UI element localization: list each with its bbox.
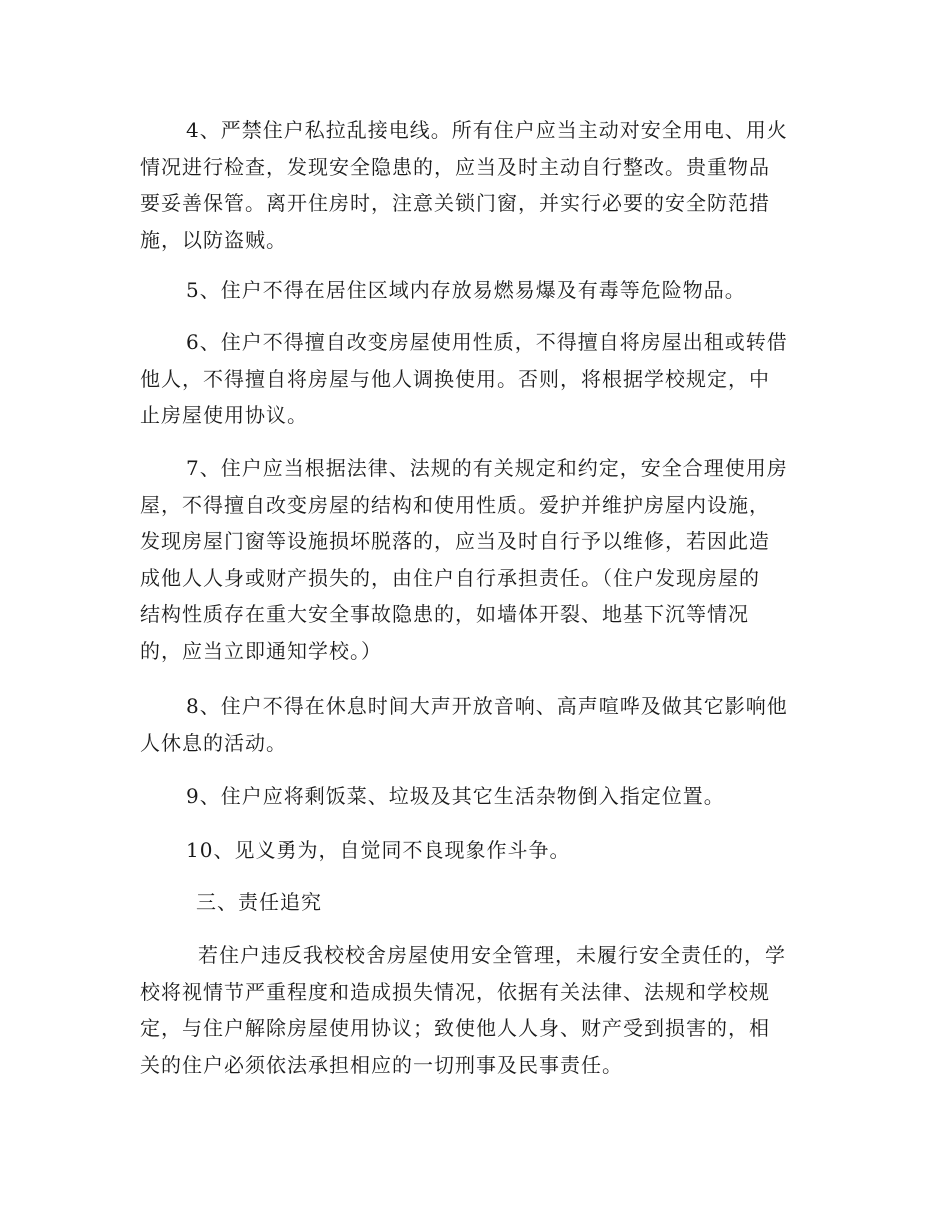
- text-line: 9、住户应将剩饭菜、垃圾及其它生活杂物倒入指定位置。: [186, 784, 725, 808]
- text-line: 的，应当立即通知学校。）: [140, 638, 382, 663]
- text-line: 施，以防盗贼。: [140, 227, 287, 252]
- text-line: 要妥善保管。离开住房时，注意关锁门窗，并实行必要的安全防范措: [140, 191, 770, 215]
- text-line: 人休息的活动。: [140, 730, 287, 755]
- text-line: 发现房屋门窗等设施损坏脱落的，应当及时自行予以维修，若因此造: [140, 529, 770, 553]
- text-line: 他人，不得擅自将房屋与他人调换使用。否则，将根据学校规定，中: [140, 366, 770, 391]
- text-line: 10、见义勇为，自觉同不良现象作斗争。: [186, 838, 571, 862]
- text-line: 关的住户必须依法承担相应的一切刑事及民事责任。: [140, 1052, 623, 1077]
- text-line: 8、住户不得在休息时间大声开放音响、高声喧哗及做其它影响他: [186, 694, 788, 718]
- rule-item-7: [140, 450, 805, 669]
- text-line: 屋，不得擅自改变房屋的结构和使用性质。爱护并维护房屋内设施，: [140, 492, 770, 517]
- section-heading: 三、责任追究: [196, 890, 322, 914]
- text-line: 若住户违反我校校舍房屋使用安全管理，未履行安全责任的，学: [198, 943, 786, 967]
- text-line: 止房屋使用协议。: [140, 403, 308, 427]
- rule-item-6: [140, 324, 805, 434]
- text-line: 校将视情节严重程度和造成损失情况，依据有关法律、法规和学校规: [140, 979, 770, 1004]
- text-line: 结构性质存在重大安全事故隐患的，如墙体开裂、地基下沉等情况: [140, 602, 749, 626]
- text-line: 情况进行检查，发现安全隐患的，应当及时主动自行整改。贵重物品: [140, 154, 770, 179]
- rule-item-9: [140, 778, 805, 815]
- text-line: 5、住户不得在居住区域内存放易燃易爆及有毒等危险物品。: [186, 278, 746, 302]
- text-line: 定，与住户解除房屋使用协议；致使他人人身、财产受到损害的，相: [140, 1016, 770, 1040]
- rule-item-4: [140, 112, 805, 258]
- text-line: 6、住户不得擅自改变房屋使用性质，不得擅自将房屋出租或转借: [186, 330, 788, 354]
- rule-item-10: [140, 832, 805, 869]
- text-line: 4、严禁住户私拉乱接电线。所有住户应当主动对安全用电、用火: [186, 118, 788, 142]
- rule-item-8: [140, 688, 805, 761]
- rule-item-5: [140, 272, 805, 309]
- closing-paragraph: [140, 937, 805, 1083]
- text-line: 7、住户应当根据法律、法规的有关规定和约定，安全合理使用房: [186, 456, 788, 480]
- text-line: 成他人人身或财产损失的，由住户自行承担责任。（住户发现房屋的: [140, 565, 760, 590]
